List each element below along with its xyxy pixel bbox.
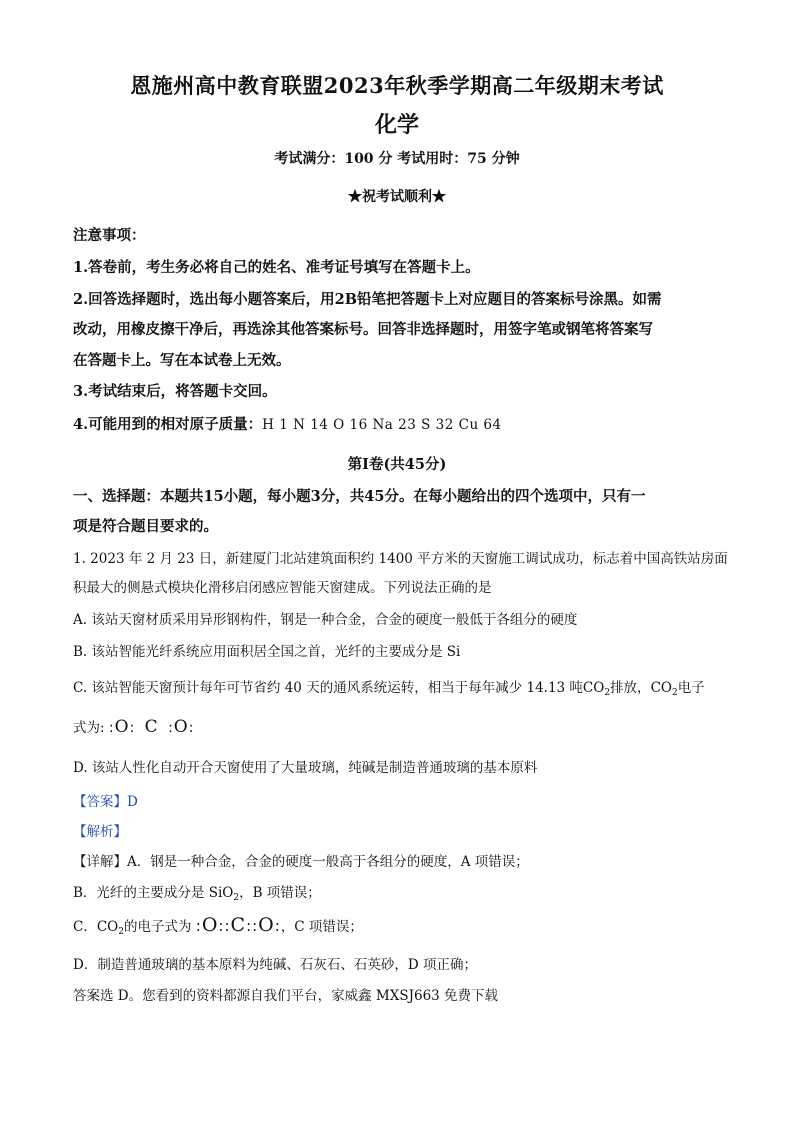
- detail-d: D．制造普通玻璃的基本原料为纯碱、石灰石、石英砂，D 项正确；: [73, 957, 477, 973]
- notice-item-2-end: 在答题卡上。写在本试卷上无效。: [73, 352, 291, 369]
- q1-co2-formula: [583, 680, 610, 696]
- section-title: 第Ⅰ卷(共45分): [347, 456, 447, 473]
- sio2-subscript: 2: [233, 893, 240, 903]
- detail-c: [73, 915, 733, 937]
- notice-heading: 注意事项：: [73, 227, 146, 244]
- detail-b-text: B．光纤的主要成分是 SiO: [73, 885, 234, 901]
- detail-b-end: ，B 项错误；: [239, 885, 321, 901]
- atomic-mass-values: H 1 N 14 O 16 Na 23 S 32 Cu 64: [262, 417, 502, 433]
- notice-item-1: 1.答卷前，考生务必将自己的姓名、准考证号填写在答题卡上。: [73, 259, 480, 276]
- co2-text: CO: [582, 680, 605, 696]
- q1-co2-formula-2: [651, 680, 678, 696]
- co2-subscript-2: 2: [671, 688, 678, 698]
- detail-co2-subscript: 2: [118, 927, 124, 937]
- co2-text-2: CO: [650, 680, 672, 696]
- detail-c-text: C．CO: [73, 919, 119, 935]
- q1-option-b: B. 该站智能光纤系统应用面积居全国之首，光纤的主要成分是 Si: [73, 644, 461, 660]
- exam-info: 考试满分：100 分 考试用时：75 分钟: [274, 151, 520, 167]
- q1-stem-1: 1. 2023 年 2 月 23 日，新建厦门北站建筑面积约 1400 平方米的天窗施工调试成功，标志着中国高铁站房面: [73, 551, 728, 567]
- exam-wish: ★祝考试顺利★: [348, 189, 446, 205]
- q1-option-c-lead: 式为:: [73, 720, 105, 736]
- notice-item-3: 3.考试结束后，将答题卡交回。: [73, 383, 277, 400]
- lewis-correct-c: C: [230, 914, 247, 936]
- q1-stem-2: 积最大的侧悬式模块化滑移启闭感应智能天窗建成。下列说法正确的是: [73, 580, 492, 596]
- section-instruction-1: 一、选择题：本题共15小题，每小题3分，共45分。在每小题给出的四个选项中，只有一: [73, 488, 646, 505]
- q1-option-a: A. 该站天窗材质采用异形钢构件，钢是一种合金，合金的硬度一般低于各组分的硬度: [73, 612, 578, 628]
- subject-title: 化学: [374, 112, 419, 138]
- detail-b: [73, 881, 733, 903]
- detail-a: 【详解】A．钢是一种合金，合金的硬度一般高于各组分的硬度，A 项错误；: [73, 854, 529, 870]
- answer-label: 【答案】D: [73, 794, 138, 810]
- section-instruction-2: 项是符合题目要求的。: [73, 518, 218, 535]
- lewis-structure-correct: :O::C::O:: [195, 914, 281, 936]
- lewis-c: C: [144, 717, 159, 737]
- lewis-o-right: O: [173, 717, 189, 737]
- final-answer: 答案选 D。您看到的资料都源自我们平台，家威鑫 MXSJ663 免费下载: [73, 988, 499, 1004]
- q1-option-c-mid: 排放，: [610, 680, 651, 696]
- q1-option-c-text: C. 该站智能天窗预计每年可节省约 40 天的通风系统运转，相当于每年减少 14.13 吨: [73, 680, 583, 696]
- detail-c-mid: 的电子式为: [123, 919, 192, 935]
- analysis-label: 【解析】: [73, 824, 127, 840]
- notice-item-2: 2.回答选择题时，选出每小题答案后，用2B铅笔把答题卡上对应题目的答案标号涂黑。如需: [73, 291, 662, 308]
- lewis-structure-wrong: :O: C :O:: [108, 717, 195, 737]
- lewis-correct-o-left: O: [201, 914, 219, 936]
- detail-c-end: ，C 项错误；: [280, 919, 363, 935]
- q1-option-d: D. 该站人性化自动开合天窗使用了大量玻璃，纯碱是制造普通玻璃的基本原料: [73, 760, 538, 776]
- notice-item-4: [73, 413, 733, 434]
- lewis-o-left: O: [114, 717, 130, 737]
- co2-subscript: 2: [604, 688, 611, 698]
- q1-option-c-end: 电子: [677, 680, 705, 696]
- q1-option-c-line2: [73, 716, 733, 737]
- q1-option-c: [73, 676, 733, 698]
- exam-title: 恩施州高中教育联盟2023年秋季学期高二年级期末考试: [130, 73, 664, 98]
- notice-item-2-cont: 改动，用橡皮擦干净后，再选涂其他答案标号。回答非选择题时，用签字笔或钢笔将答案写: [73, 321, 653, 338]
- lewis-correct-o-right: O: [258, 914, 275, 936]
- atomic-mass-label: 4.可能用到的相对原子质量：: [73, 416, 263, 433]
